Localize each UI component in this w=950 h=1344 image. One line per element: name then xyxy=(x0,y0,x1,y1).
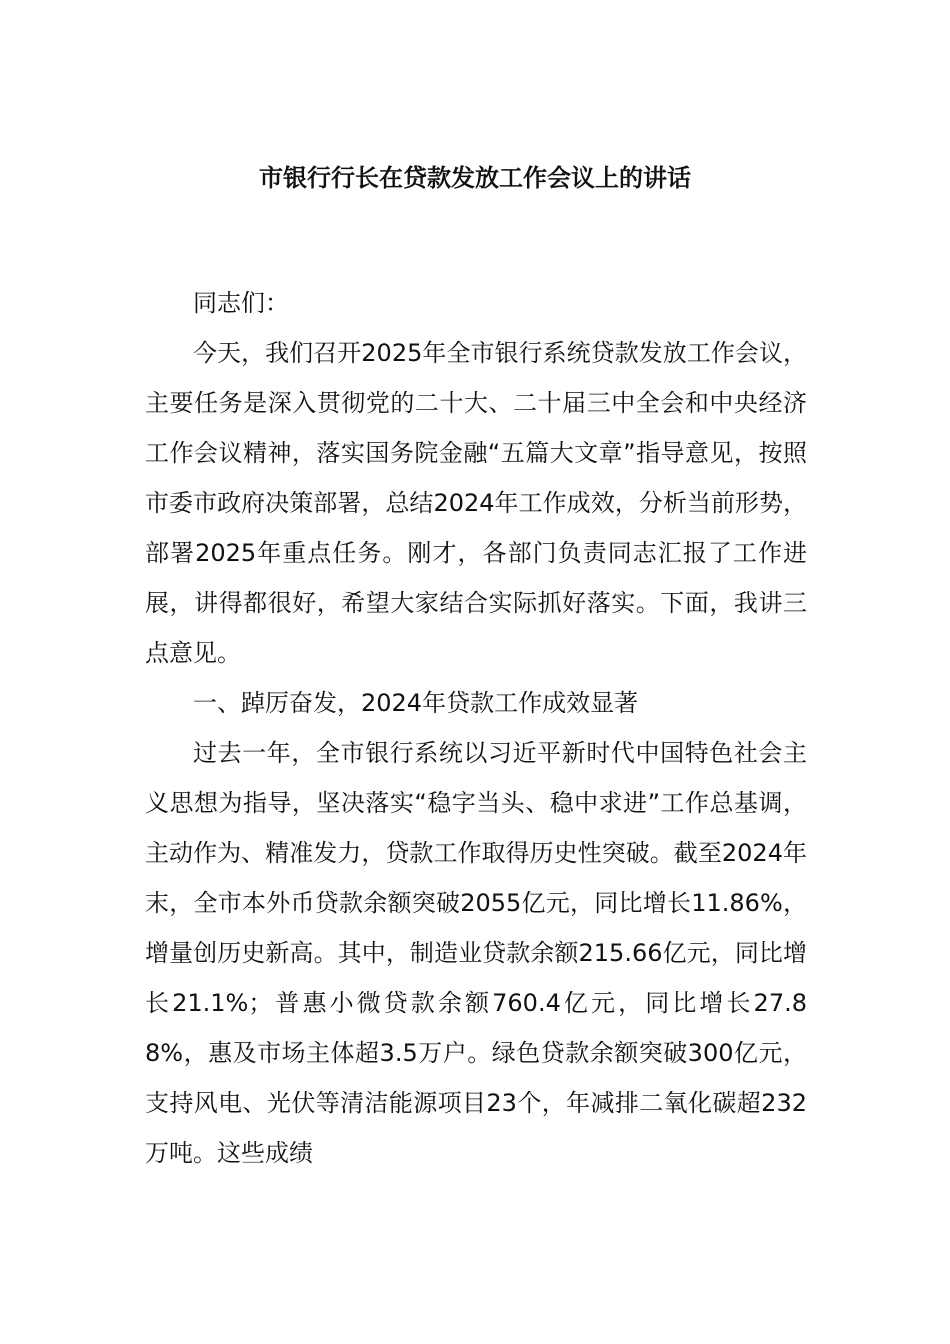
salutation: 同志们： xyxy=(193,289,289,317)
section-heading-1: 一、踔厉奋发，2024年贷款工作成效显著 xyxy=(193,689,639,717)
paragraph-opening: 今天，我们召开2025年全市银行系统贷款发放工作会议，主要任务是深入贯彻党的二十大、二十届三中全会和中央经济工作会议精神，落实国务院金融“五篇大文章”指导意见，按照市委市政府决策部署，总结2024年工作成效，分析当前形势，部署2025年重点任务。刚才，各部门负责同志汇报了工作进展，讲得都很好，希望大家结合实际抓好落实。下面，我讲三点意见。 xyxy=(145,339,807,667)
document-title: 市银行行长在贷款发放工作会议上的讲话 xyxy=(259,164,691,192)
document-body xyxy=(145,278,807,1178)
paragraph-achievements: 过去一年，全市银行系统以习近平新时代中国特色社会主义思想为指导，坚决落实“稳字当头、稳中求进”工作总基调，主动作为、精准发力，贷款工作取得历史性突破。截至2024年末，全市本外币贷款余额突破2055亿元，同比增长11.86%，增量创历史新高。其中，制造业贷款余额215.66亿元，同比增长21.1%；普惠小微贷款余额760.4亿元，同比增长27.88%，惠及市场主体超3.5万户。绿色贷款余额突破300亿元，支持风电、光伏等清洁能源项目23个，年减排二氧化碳超232万吨。这些成绩 xyxy=(145,739,807,1167)
